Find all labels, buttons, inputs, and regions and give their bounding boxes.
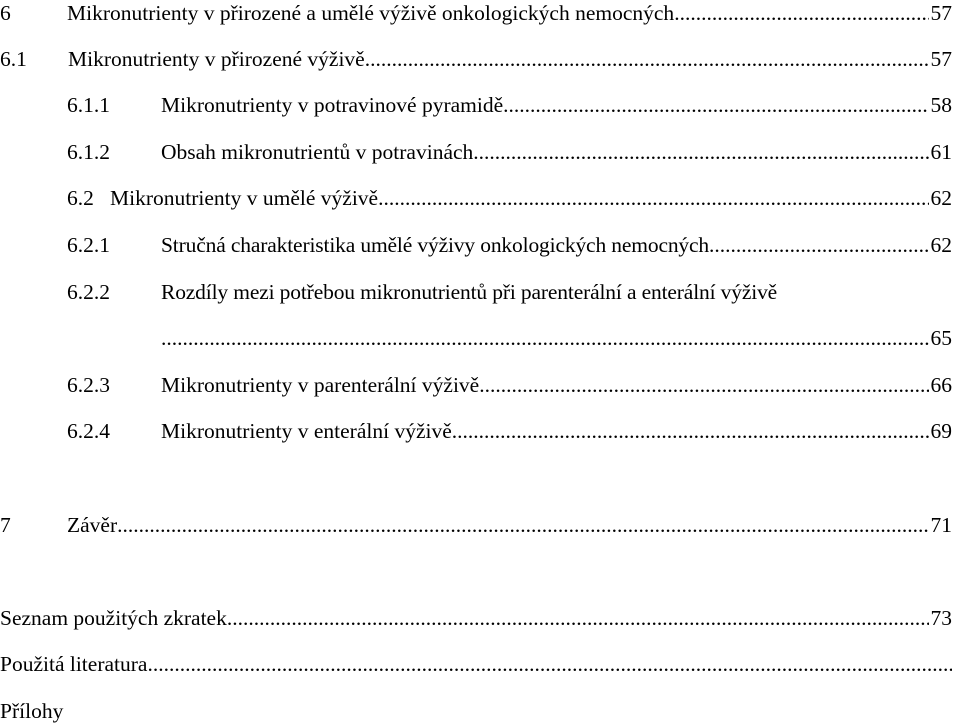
toc-entry-abbreviations[interactable] xyxy=(0,603,952,633)
toc-leader xyxy=(117,510,928,540)
toc-number: 6.2.3 xyxy=(67,373,110,397)
toc-leader xyxy=(452,416,929,446)
toc-number: 6.2.4 xyxy=(67,419,110,443)
toc-title: Mikronutrienty v enterální výživě xyxy=(161,419,452,443)
toc-leader xyxy=(503,90,928,120)
toc-number: 7 xyxy=(0,513,11,537)
toc-number: 6.1.1 xyxy=(67,93,110,117)
toc-entry-6-2-1[interactable] xyxy=(67,230,952,260)
toc-leader xyxy=(147,649,952,679)
toc-title: Mikronutrienty v potravinové pyramidě xyxy=(161,93,504,117)
toc-entry-6-2-2[interactable] xyxy=(67,277,952,307)
toc-entry-6-1[interactable] xyxy=(0,44,952,74)
toc-number: 6 xyxy=(0,1,11,25)
toc-entry-6-2-3[interactable] xyxy=(67,370,952,400)
toc-page: 73 xyxy=(930,606,952,630)
toc-leader xyxy=(161,323,929,353)
toc-entry-6[interactable] xyxy=(0,0,952,28)
toc-entry-6-2[interactable] xyxy=(67,183,952,213)
toc-page: 57 xyxy=(930,1,952,25)
toc-leader xyxy=(378,183,928,213)
toc-number: 6.2 xyxy=(67,186,94,210)
toc-number: 6.1 xyxy=(0,47,27,71)
toc-entry-7[interactable] xyxy=(0,510,952,540)
toc-title: Závěr xyxy=(67,513,118,537)
toc-title: Stručná charakteristika umělé výživy onkologických nemocných xyxy=(161,233,710,257)
toc-page: 62 xyxy=(930,233,952,257)
toc-page: 65 xyxy=(930,326,952,350)
toc-title: Obsah mikronutrientů v potravinách xyxy=(161,140,474,164)
toc-leader xyxy=(709,230,928,260)
toc-entry-6-2-2-continuation[interactable] xyxy=(161,323,952,353)
toc-page: 61 xyxy=(930,140,952,164)
toc-page: 58 xyxy=(930,93,952,117)
toc-leader xyxy=(674,0,928,28)
toc-title: Seznam použitých zkratek xyxy=(0,606,227,630)
toc-leader xyxy=(473,137,928,167)
toc-page: 66 xyxy=(930,373,952,397)
toc-title: Rozdíly mezi potřebou mikronutrientů při parenterální a enterální výživě xyxy=(161,280,778,304)
toc-title: Mikronutrienty v přirozené a umělé výživě onkologických nemocných xyxy=(67,1,675,25)
toc-title: Mikronutrienty v umělé výživě xyxy=(110,186,379,210)
toc-number: 6.2.2 xyxy=(67,280,110,304)
toc-title: Použitá literatura xyxy=(0,652,148,676)
toc-number: 6.1.2 xyxy=(67,140,110,164)
toc-page: 57 xyxy=(930,47,952,71)
toc-entry-appendix[interactable] xyxy=(0,696,952,726)
toc-number: 6.2.1 xyxy=(67,233,110,257)
toc-title: Mikronutrienty v parenterální výživě xyxy=(161,373,480,397)
toc-entry-6-1-1[interactable] xyxy=(67,90,952,120)
toc-leader xyxy=(365,44,929,74)
toc-leader xyxy=(227,603,929,633)
toc-title: Přílohy xyxy=(0,699,64,723)
toc-page: 69 xyxy=(930,419,952,443)
toc-page: 62 xyxy=(930,186,952,210)
toc-entry-6-2-4[interactable] xyxy=(67,416,952,446)
toc-title: Mikronutrienty v přirozené výživě xyxy=(68,47,365,71)
toc-leader xyxy=(479,370,928,400)
toc-entry-literature[interactable] xyxy=(0,649,952,679)
toc-entry-6-1-2[interactable] xyxy=(67,137,952,167)
toc-page: 71 xyxy=(930,513,952,537)
